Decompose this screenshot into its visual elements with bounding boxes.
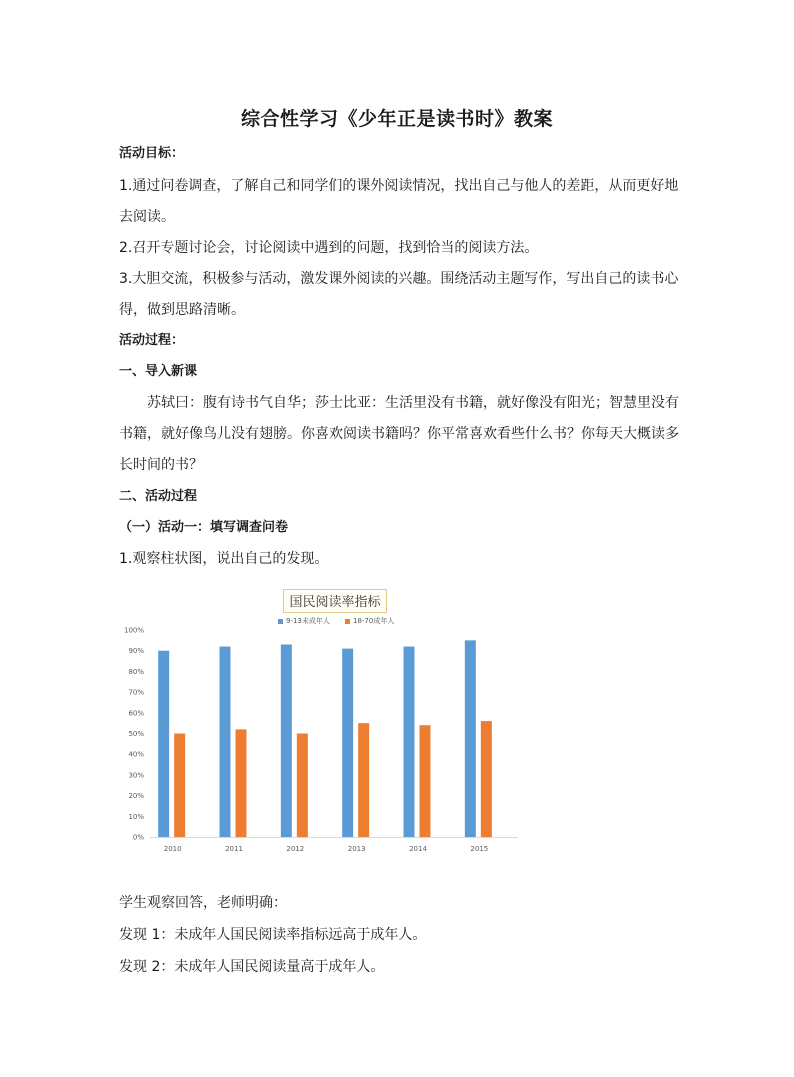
goal-2: 2.召开专题讨论会，讨论阅读中遇到的问题，找到恰当的阅读方法。 <box>119 240 539 256</box>
x-tick-label: 2014 <box>409 845 427 853</box>
intro-heading: 一、导入新课 <box>119 364 198 379</box>
finding-1: 发现 1：未成年人国民阅读率指标远高于成年人。 <box>119 927 427 943</box>
intro-paragraph-line-2: 书籍，就好像鸟儿没有翅膀。你喜欢阅读书籍吗？你平常喜欢看些什么书？你每天大概读多 <box>119 426 679 442</box>
bar-minors-2010 <box>158 651 169 837</box>
bar-adults-2014 <box>420 725 431 837</box>
goal-3-line-2: 得，做到思路清晰。 <box>119 302 245 318</box>
answer-intro: 学生观察回答，老师明确： <box>119 895 287 911</box>
goal-1-line-2: 去阅读。 <box>119 209 175 225</box>
bar-adults-2012 <box>297 734 308 838</box>
y-tick-label: 30% <box>128 771 144 780</box>
y-tick-label: 10% <box>128 812 144 821</box>
chart-title: 国民阅读率指标 <box>289 595 381 610</box>
y-tick-label: 20% <box>128 792 144 801</box>
y-tick-label: 40% <box>128 750 144 759</box>
goal-3-line-1: 3.大胆交流，积极参与活动，激发课外阅读的兴趣。围绕活动主题写作，写出自己的读书心 <box>119 271 679 287</box>
reading-rate-chart <box>118 585 528 860</box>
y-tick-label: 0% <box>132 833 144 842</box>
x-tick-label: 2013 <box>347 845 366 853</box>
legend-label-adults: 18-70成年人 <box>353 617 395 625</box>
y-tick-label: 80% <box>128 667 144 676</box>
x-tick-label: 2010 <box>163 845 182 853</box>
x-tick-label: 2012 <box>286 845 305 853</box>
chart-plot <box>118 585 528 860</box>
document-title: 综合性学习《少年正是读书时》教案 <box>240 108 553 130</box>
bar-minors-2013 <box>342 649 353 837</box>
bar-adults-2010 <box>174 734 185 838</box>
bar-minors-2014 <box>404 647 415 837</box>
activity-1-heading: （一）活动一：填写调查问卷 <box>119 520 289 535</box>
intro-paragraph-line-1: 苏轼曰：腹有诗书气自华；莎士比亚：生活里没有书籍，就好像没有阳光；智慧里没有 <box>147 395 679 411</box>
finding-2: 发现 2：未成年人国民阅读量高于成年人。 <box>119 959 385 975</box>
bar-adults-2015 <box>481 721 492 837</box>
process-heading: 活动过程： <box>119 333 185 348</box>
bar-minors-2015 <box>465 640 476 837</box>
x-tick-label: 2011 <box>225 845 243 853</box>
y-tick-label: 50% <box>128 730 144 738</box>
x-tick-label: 2015 <box>470 845 489 853</box>
bar-minors-2011 <box>220 647 231 837</box>
bar-adults-2011 <box>236 729 247 837</box>
observe-instruction: 1.观察柱状图，说出自己的发现。 <box>119 551 329 567</box>
goals-heading: 活动目标： <box>119 146 185 161</box>
goal-1-line-1: 1.通过问卷调查，了解自己和同学们的课外阅读情况，找出自己与他人的差距，从而更好地 <box>119 178 679 194</box>
intro-paragraph-line-3: 长时间的书？ <box>119 457 203 473</box>
y-tick-label: 90% <box>128 647 144 656</box>
y-tick-label: 70% <box>128 688 144 697</box>
activity-heading: 二、活动过程 <box>119 489 198 504</box>
bar-minors-2012 <box>281 644 292 837</box>
y-tick-label: 100% <box>123 626 144 635</box>
legend-label-minors: 9-13未成年人 <box>286 617 330 625</box>
y-tick-label: 60% <box>128 709 144 718</box>
bar-adults-2013 <box>358 723 369 837</box>
